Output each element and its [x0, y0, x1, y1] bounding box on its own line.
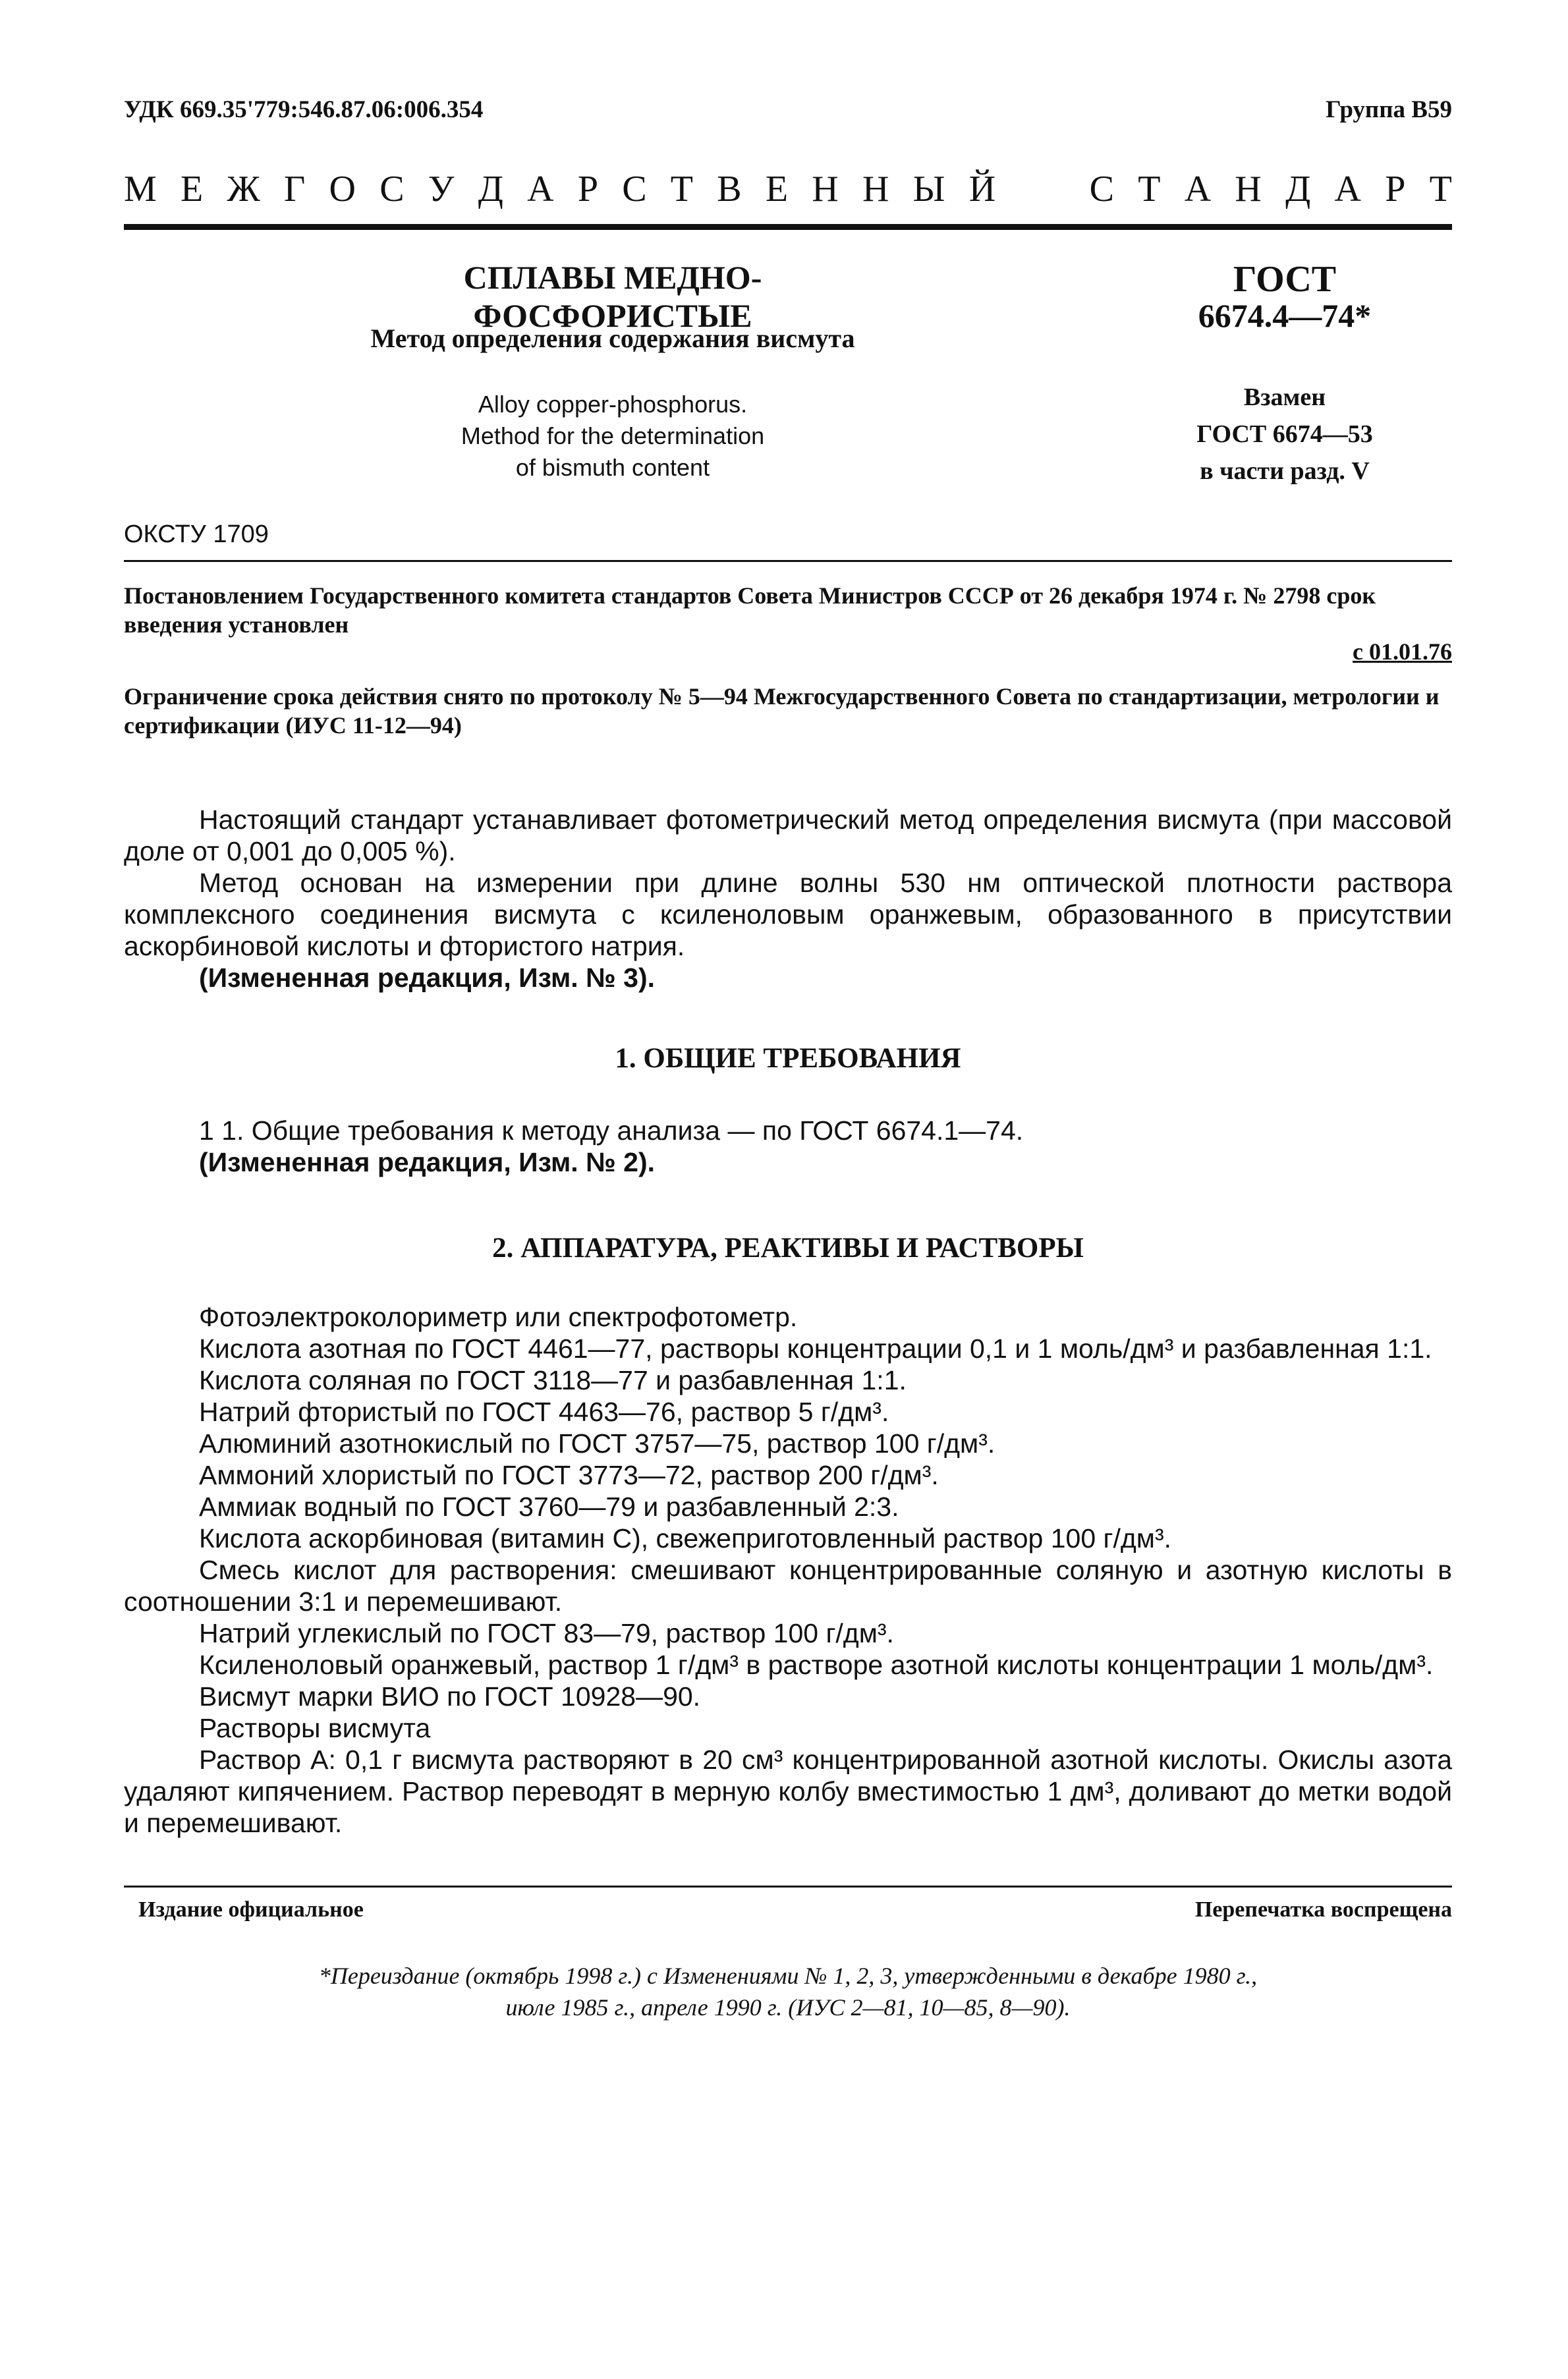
edition-note: (Измененная редакция, Изм. № 3).	[199, 963, 656, 993]
banner-letter: М	[124, 169, 157, 210]
decree-text: Постановлением Государственного комитета стандартов Совета Министров СССР от 26 декабря 1974 г. № 2798 срок введения установлен	[124, 582, 1376, 638]
banner-letter: С	[1089, 169, 1115, 210]
intro-paragraph: Настоящий стандарт устанавливает фотометрический метод определения висмута (при массовой доле от 0,001 до 0,005 %).	[124, 804, 1452, 866]
reagent-item: Висмут марки ВИО по ГОСТ 10928—90.	[199, 1681, 701, 1712]
banner-letter: С	[622, 169, 647, 210]
replaces-line: Взамен	[1243, 383, 1326, 411]
banner-letter: О	[329, 169, 356, 210]
banner-letter: А	[1184, 169, 1212, 210]
effective-date: с 01.01.76	[1353, 638, 1452, 665]
interstate-standard-banner	[124, 168, 1452, 210]
reagent-item: Кислота азотная по ГОСТ 4461—77, растворы концентрации 0,1 и 1 моль/дм³ и разбавленная 1:1.	[199, 1333, 1432, 1364]
gost-number: 6674.4—74*	[1198, 297, 1372, 334]
limit-removed-text: Ограничение срока действия снято по протоколу № 5—94 Межгосударственного Совета по стандартизации, метрологии и сертификации (ИУС 11-12—94)	[124, 683, 1440, 739]
reprint-prohibited-label: Перепечатка воспрещена	[1194, 1897, 1452, 1922]
reagent-item: Натрий углекислый по ГОСТ 83—79, раствор 100 г/дм³.	[199, 1618, 894, 1648]
english-title-line: Method for the determination	[461, 422, 765, 449]
section-1-body	[124, 1115, 1452, 1178]
reagent-item: Аммоний хлористый по ГОСТ 3773—72, раствор 200 г/дм³.	[199, 1460, 939, 1490]
okstu-rule	[124, 560, 1452, 562]
banner-letter: С	[379, 169, 405, 210]
replaces-line: в части разд. V	[1200, 457, 1370, 485]
banner-letter: А	[1334, 169, 1361, 210]
replaces-line: ГОСТ 6674—53	[1196, 420, 1373, 448]
banner-letter: Д	[1285, 169, 1311, 210]
banner-letter: Т	[1429, 169, 1452, 210]
reagent-item: Смесь кислот для растворения: смешивают концентрированные соляную и азотную кислоты в соотношении 3:1 и перемешивают.	[124, 1555, 1452, 1617]
banner-letter: Ж	[227, 169, 260, 210]
document-title: СПЛАВЫ МЕДНО-ФОСФОРИСТЫЕ	[463, 259, 762, 334]
banner-letter: Т	[1138, 169, 1161, 210]
reagent-item: Кислота аскорбиновая (витамин С), свежеприготовленный раствор 100 г/дм³.	[199, 1523, 1172, 1553]
udc-code: УДК 669.35'779:546.87.06:006.354	[124, 96, 484, 123]
document-subtitle: Метод определения содержания висмута	[370, 323, 855, 353]
banner-letter: Е	[765, 169, 789, 210]
reagent-item: Натрий фтористый по ГОСТ 4463—76, раствор 5 г/дм³.	[199, 1397, 889, 1427]
banner-letter: Р	[577, 169, 598, 210]
english-title-line: of bismuth content	[515, 454, 710, 481]
section-2-body	[124, 1301, 1452, 1839]
intro-paragraph: Метод основан на измерении при длине волны 530 нм оптической плотности раствора комплексного соединения висмута с ксиленоловым оранжевым, образованного в присутствии аскорбиновой кислоты и фтористого натрия.	[124, 868, 1452, 961]
banner-letter: Ы	[912, 169, 945, 210]
banner-letter: Г	[283, 169, 306, 210]
replaces-block	[1133, 379, 1436, 490]
footnote-line: июле 1985 г., апреле 1990 г. (ИУС 2—81, 10—85, 8—90).	[505, 1994, 1071, 2021]
english-title	[382, 389, 843, 484]
banner-letter: Н	[862, 169, 889, 210]
official-edition-label: Издание официальное	[138, 1897, 364, 1922]
banner-letter: В	[717, 169, 742, 210]
reagent-item: Алюминий азотнокислый по ГОСТ 3757—75, раствор 100 г/дм³.	[199, 1428, 995, 1459]
banner-word-gap	[1019, 168, 1065, 210]
section-paragraph: 1 1. Общие требования к методу анализа — по ГОСТ 6674.1—74.	[199, 1115, 1024, 1146]
okstu-code: ОКСТУ 1709	[124, 520, 269, 548]
section-heading: 2. АППАРАТУРА, РЕАКТИВЫ И РАСТВОРЫ	[492, 1233, 1084, 1264]
reagent-item: Раствор А: 0,1 г висмута растворяют в 20 см³ концентрированной азотной кислоты. Окислы азота удаляют кипячением. Раствор переводят в мерную колбу вместимостью 1 дм³, доливают до метки водой и перемешивают.	[124, 1745, 1452, 1838]
banner-letter: Й	[968, 169, 996, 210]
banner-letter: Р	[1385, 169, 1406, 210]
footer-rule	[124, 1886, 1452, 1888]
intro-section	[124, 804, 1452, 994]
reagent-item: Фотоэлектроколориметр или спектрофотометр.	[199, 1302, 798, 1332]
edition-note: (Измененная редакция, Изм. № 2).	[199, 1147, 656, 1177]
banner-letter: Т	[670, 169, 694, 210]
gost-label: ГОСТ	[1233, 259, 1337, 300]
reissue-footnote	[124, 1960, 1452, 2023]
reagent-item: Ксиленоловый оранжевый, раствор 1 г/дм³ в растворе азотной кислоты концентрации 1 моль/дм³.	[199, 1650, 1434, 1680]
banner-letter: Д	[478, 169, 503, 210]
reagent-item: Кислота соляная по ГОСТ 3118—77 и разбавленная 1:1.	[199, 1365, 907, 1395]
header-rule	[124, 224, 1452, 230]
reagent-item: Аммиак водный по ГОСТ 3760—79 и разбавленный 2:3.	[199, 1492, 899, 1522]
group-code: Группа В59	[1326, 96, 1452, 123]
banner-letter: А	[527, 169, 554, 210]
banner-letter: У	[428, 169, 455, 210]
banner-letter: Н	[1235, 169, 1262, 210]
reagent-item: Растворы висмута	[199, 1713, 431, 1743]
section-heading: 1. ОБЩИЕ ТРЕБОВАНИЯ	[615, 1043, 961, 1074]
english-title-line: Alloy copper-phosphorus.	[478, 391, 748, 418]
banner-letter: Н	[812, 169, 839, 210]
footnote-line: *Переиздание (октябрь 1998 г.) с Изменениями № 1, 2, 3, утвержденными в декабре 1980 г.,	[318, 1963, 1258, 1989]
banner-letter: Е	[181, 169, 204, 210]
